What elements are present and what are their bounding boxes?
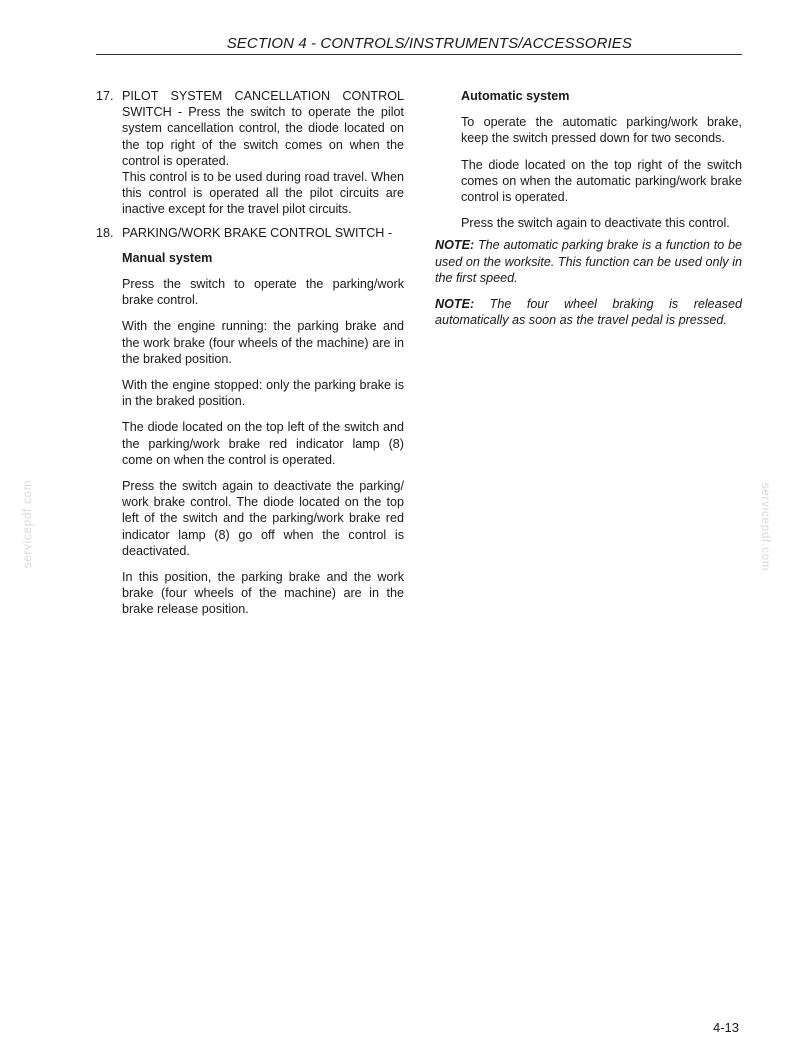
page-number: 4-13 bbox=[712, 1020, 739, 1035]
manual-paragraph: With the engine running: the parking brake and the work brake (four wheels of the machine) are in the braked position. bbox=[122, 319, 404, 366]
automatic-system-heading: Automatic system bbox=[461, 89, 570, 103]
section-title: SECTION 4 - CONTROLS/INSTRUMENTS/ACCESSORIES bbox=[226, 35, 632, 52]
item-17-text: PILOT SYSTEM CANCELLATION CONTROL SWITCH - Press the switch to operate the pilot system cancellation control, the diode located on the top right of the switch comes on when the control is operated. bbox=[122, 89, 404, 168]
manual-paragraph: With the engine stopped: only the parking brake is in the braked position. bbox=[122, 378, 404, 409]
automatic-paragraph: The diode located on the top right of the switch comes on when the automatic parking/work brake control is operated. bbox=[461, 157, 742, 205]
note bbox=[435, 237, 742, 286]
note-text: The automatic parking brake is a function to be used on the worksite. This function can be used only in the first speed. bbox=[435, 238, 742, 285]
left-column bbox=[96, 88, 404, 628]
item-18-title: PARKING/WORK BRAKE CONTROL SWITCH - bbox=[122, 225, 393, 240]
note-label: NOTE: bbox=[435, 297, 475, 312]
manual-paragraph: In this position, the parking brake and the work brake (four wheels of the machine) are in the brake release position. bbox=[122, 570, 404, 617]
automatic-system-section bbox=[435, 88, 742, 231]
item-17-number: 17. bbox=[96, 89, 114, 103]
header-rule bbox=[96, 54, 742, 55]
automatic-paragraph: Press the switch again to deactivate this control. bbox=[461, 216, 730, 231]
watermark-right: servicepdf.com bbox=[759, 482, 771, 572]
right-column bbox=[435, 88, 742, 338]
automatic-paragraph: To operate the automatic parking/work brake, keep the switch pressed down for two seconds. bbox=[461, 115, 742, 146]
note-text: The four wheel braking is released automatically as soon as the travel pedal is pressed. bbox=[435, 297, 742, 328]
manual-paragraph: Press the switch to operate the parking/work brake control. bbox=[122, 277, 404, 308]
manual-paragraph: The diode located on the top left of the switch and the parking/work brake red indicator lamp (8) come on when the control is operated. bbox=[122, 420, 404, 467]
item-17 bbox=[96, 88, 404, 218]
item-17-text-2: This control is to be used during road travel. When this control is operated all the pilot circuits are inactive except for the travel pilot circuits. bbox=[122, 170, 404, 217]
manual-system-section bbox=[96, 250, 404, 618]
note bbox=[435, 296, 742, 328]
item-18 bbox=[96, 225, 404, 241]
item-18-number: 18. bbox=[96, 225, 114, 240]
manual-system-heading: Manual system bbox=[122, 250, 213, 265]
manual-paragraph: Press the switch again to deactivate the parking/ work brake control. The diode located on the top left of the switch and the parking/work brake red indicator lamp (8) go off when the control is deactivated. bbox=[122, 479, 404, 558]
watermark-left: servicepdf.com bbox=[22, 479, 34, 569]
note-label: NOTE: bbox=[435, 238, 475, 253]
